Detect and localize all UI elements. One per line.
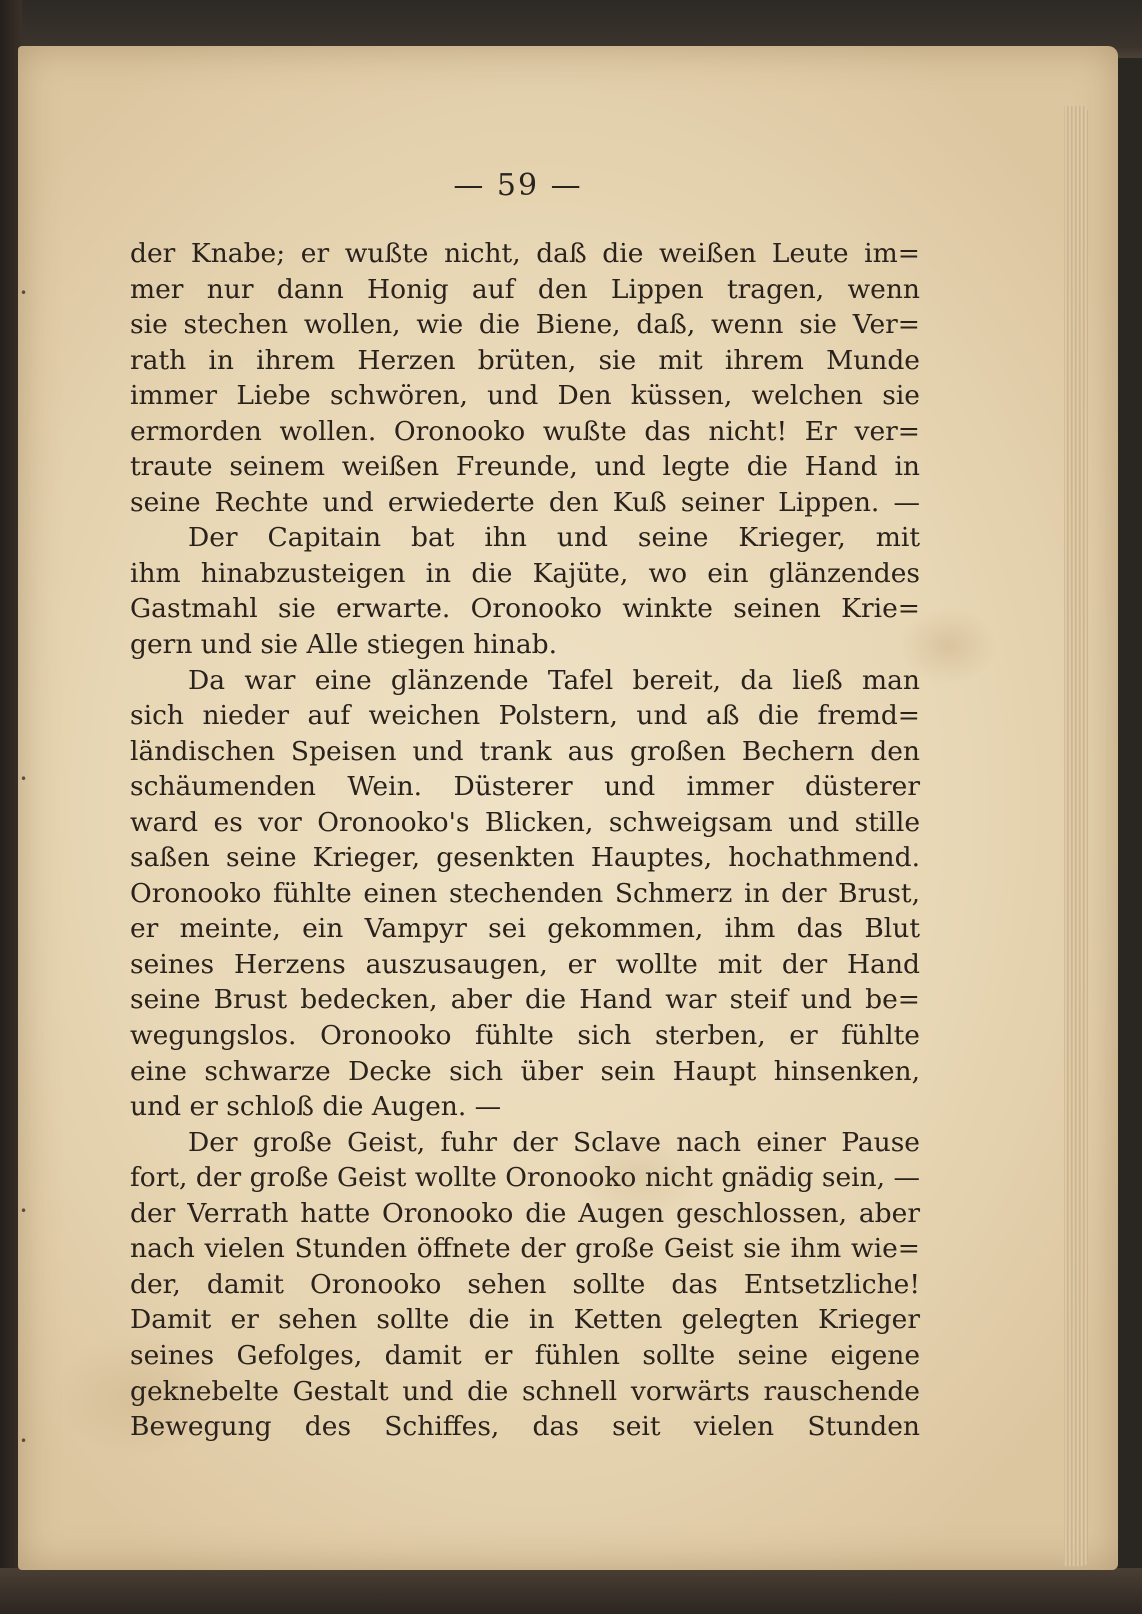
text-line: mer nur dann Honig auf den Lippen tragen, wenn [130,273,920,305]
text-line: geknebelte Gestalt und die schnell vorwärts rauschende [130,1375,920,1407]
text-line: eine schwarze Decke sich über sein Haupt hinsenken, [130,1055,920,1087]
text-line: Da war eine glänzende Tafel bereit, da ließ man [188,664,920,696]
text-line: seines Gefolges, damit er fühlen sollte seine eigene [130,1339,920,1371]
text-line: saßen seine Krieger, gesenkten Hauptes, hochathmend. [130,842,920,874]
text-line: Gastmahl sie erwarte. Oronooko winkte seinen Krie= [130,593,920,625]
text-line: sie stechen wollen, wie die Biene, daß, wenn sie Ver= [130,309,920,341]
text-line: nach vielen Stunden öffnete der große Geist sie ihm wie= [130,1233,920,1265]
text-line: ländischen Speisen und trank aus großen Bechern den [130,735,920,767]
text-line: Bewegung des Schiffes, das seit vielen Stunden [130,1411,920,1443]
binding-thread-mark: • [20,286,28,300]
binding-thread-mark: • [20,772,28,786]
text-line: seine Rechte und erwiederte den Kuß seiner Lippen. — [130,486,920,518]
binding-thread-mark: • [20,1434,28,1448]
text-line: wegungslos. Oronooko fühlte sich sterben, er fühlte [130,1020,920,1052]
text-line: der Verrath hatte Oronooko die Augen geschlossen, aber [130,1197,920,1229]
book-page [18,46,1118,1570]
text-line: er meinte, ein Vampyr sei gekommen, ihm das Blut [130,913,920,945]
text-line: seine Brust bedecken, aber die Hand war steif und be= [130,984,920,1016]
text-line: schäumenden Wein. Düsterer und immer düsterer [130,771,920,803]
binding-thread-mark: • [20,1204,28,1218]
text-line: rath in ihrem Herzen brüten, sie mit ihrem Munde [130,344,920,376]
text-line: immer Liebe schwören, und Den küssen, welchen sie [130,380,920,412]
text-line: sich nieder auf weichen Polstern, und aß die fremd= [130,700,920,732]
text-line: traute seinem weißen Freunde, und legte die Hand in [130,451,920,483]
page-stack-edge [1064,106,1088,1566]
text-line: ermorden wollen. Oronooko wußte das nicht! Er ver= [130,415,920,447]
text-line: der Knabe; er wußte nicht, daß die weißen Leute im= [130,238,920,269]
scan-background-bottom [0,1568,1142,1614]
text-line: ward es vor Oronooko's Blicken, schweigsam und stille [130,806,920,838]
text-line: und er schloß die Augen. — [130,1091,502,1123]
text-line: Oronooko fühlte einen stechenden Schmerz in der Brust, [130,877,920,909]
body-text [130,236,920,1445]
text-line: seines Herzens auszusaugen, er wollte mit der Hand [130,948,920,980]
text-line: ihm hinabzusteigen in die Kajüte, wo ein glänzendes [130,557,920,589]
text-line: der, damit Oronooko sehen sollte das Entsetzliche! [130,1268,920,1300]
text-line: gern und sie Alle stiegen hinab. [130,629,558,661]
text-line: fort, der große Geist wollte Oronooko nicht gnädig sein, — [130,1162,920,1194]
text-line: Damit er sehen sollte die in Ketten gelegten Krieger [130,1304,920,1336]
text-line: Der Capitain bat ihn und seine Krieger, mit [188,522,920,554]
page-number: — 59 — [453,168,583,203]
text-line: Der große Geist, fuhr der Sclave nach einer Pause [188,1126,920,1158]
